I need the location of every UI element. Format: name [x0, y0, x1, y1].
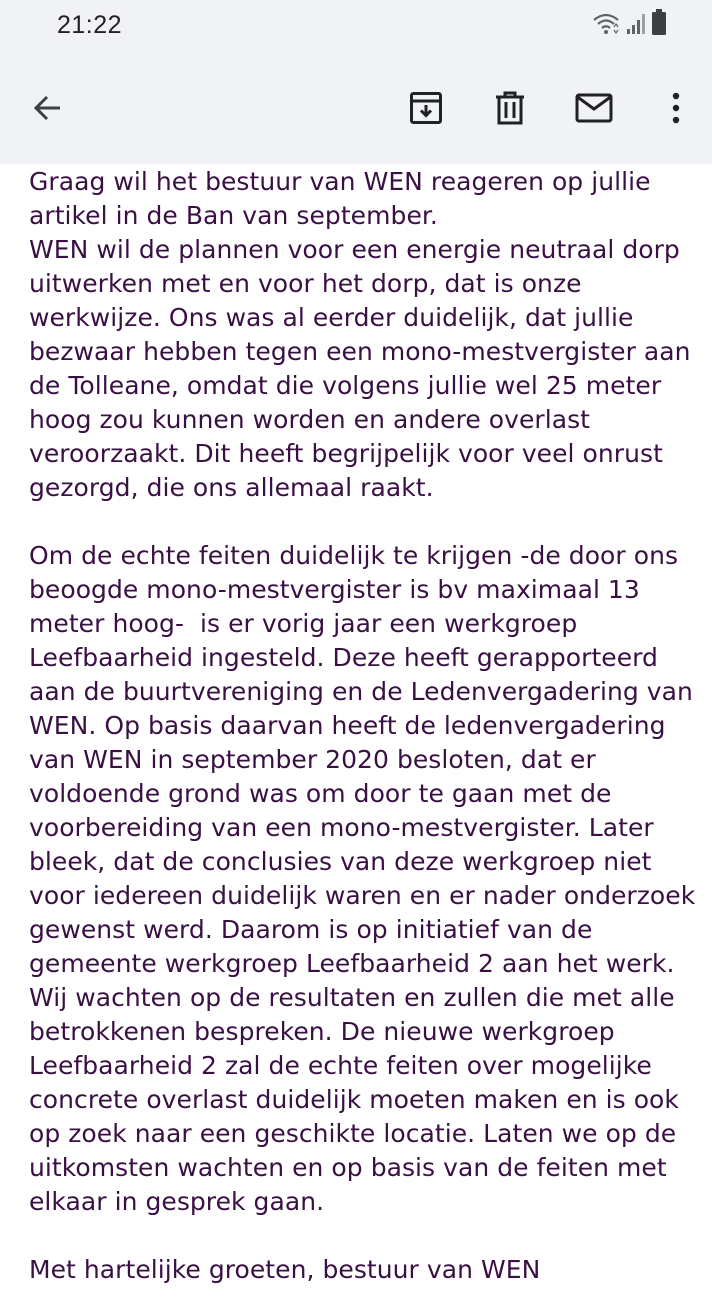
- text-line: uitwerken met en voor het dorp, dat is onze: [29, 269, 582, 298]
- text-line: beoogde mono-mestvergister is bv maximaal 13: [29, 575, 640, 604]
- text-line: artikel in de Ban van september.: [29, 201, 438, 230]
- text-line: veroorzaakt. Dit heeft begrijpelijk voor veel onrust: [29, 439, 663, 468]
- text-line: concrete overlast duidelijk moeten maken en is ook: [29, 1085, 679, 1114]
- text-line: elkaar in gesprek gaan.: [29, 1187, 325, 1216]
- text-line: hoog zou kunnen worden en andere overlast: [29, 405, 591, 434]
- archive-button[interactable]: [400, 82, 452, 134]
- text-line: meter hoog- is er vorig jaar een werkgroep: [29, 609, 578, 638]
- text-line: de Tolleane, omdat die volgens jullie wel 25 meter: [29, 371, 662, 400]
- message-content: [0, 164, 712, 1316]
- text-line: gemeente werkgroep Leefbaarheid 2 aan het werk.: [29, 949, 675, 978]
- battery-icon: [652, 9, 666, 40]
- delete-button[interactable]: [484, 82, 536, 134]
- text-line: bezwaar hebben tegen een mono-mestvergister aan: [29, 337, 691, 366]
- text-line: Leefbaarheid ingesteld. Deze heeft gerapporteerd: [29, 643, 658, 672]
- message-body: [29, 165, 699, 1287]
- paragraph-gap: [29, 1219, 699, 1253]
- arrow-left-icon: [32, 92, 64, 124]
- toolbar: [0, 54, 712, 164]
- more-vertical-icon: [671, 92, 681, 124]
- text-line: Graag wil het bestuur van WEN reageren op jullie: [29, 167, 651, 196]
- text-line: Wij wachten op de resultaten en zullen die met alle: [29, 983, 675, 1012]
- more-options-button[interactable]: [650, 82, 702, 134]
- status-time: 21:22: [57, 11, 123, 39]
- back-button[interactable]: [22, 82, 74, 134]
- text-line: van WEN in september 2020 besloten, dat er: [29, 745, 596, 774]
- text-line: bleek, dat de conclusies van deze werkgroep niet: [29, 847, 652, 876]
- text-line: Om de echte feiten duidelijk te krijgen -de door ons: [29, 541, 679, 570]
- signal-icon: [626, 11, 646, 40]
- signature-line: Met hartelijke groeten, bestuur van WEN: [29, 1255, 541, 1284]
- archive-icon: [409, 91, 443, 125]
- text-line: betrokkenen bespreken. De nieuwe werkgroep: [29, 1017, 615, 1046]
- trash-icon: [494, 91, 526, 125]
- wifi-icon: [592, 11, 620, 40]
- paragraph-gap: [29, 505, 699, 539]
- status-icons: [592, 14, 666, 40]
- text-line: aan de buurtvereniging en de Ledenvergadering van: [29, 677, 693, 706]
- status-bar: [0, 0, 712, 54]
- text-line: gezorgd, die ons allemaal raakt.: [29, 473, 434, 502]
- text-line: Leefbaarheid 2 zal de echte feiten over mogelijke: [29, 1051, 652, 1080]
- text-line: WEN wil de plannen voor een energie neutraal dorp: [29, 235, 680, 264]
- text-line: voor iedereen duidelijk waren en er nader onderzoek: [29, 881, 696, 910]
- text-line: op zoek naar een geschikte locatie. Laten we op de: [29, 1119, 677, 1148]
- text-line: gewenst werd. Daarom is op initiatief van de: [29, 915, 593, 944]
- text-line: voorbereiding van een mono-mestvergister. Later: [29, 813, 654, 842]
- text-line: uitkomsten wachten en op basis van de feiten met: [29, 1153, 667, 1182]
- text-line: werkwijze. Ons was al eerder duidelijk, dat jullie: [29, 303, 634, 332]
- text-line: voldoende grond was om door te gaan met de: [29, 779, 612, 808]
- mail-icon: [575, 93, 613, 123]
- mark-unread-button[interactable]: [568, 82, 620, 134]
- text-line: WEN. Op basis daarvan heeft de ledenvergadering: [29, 711, 666, 740]
